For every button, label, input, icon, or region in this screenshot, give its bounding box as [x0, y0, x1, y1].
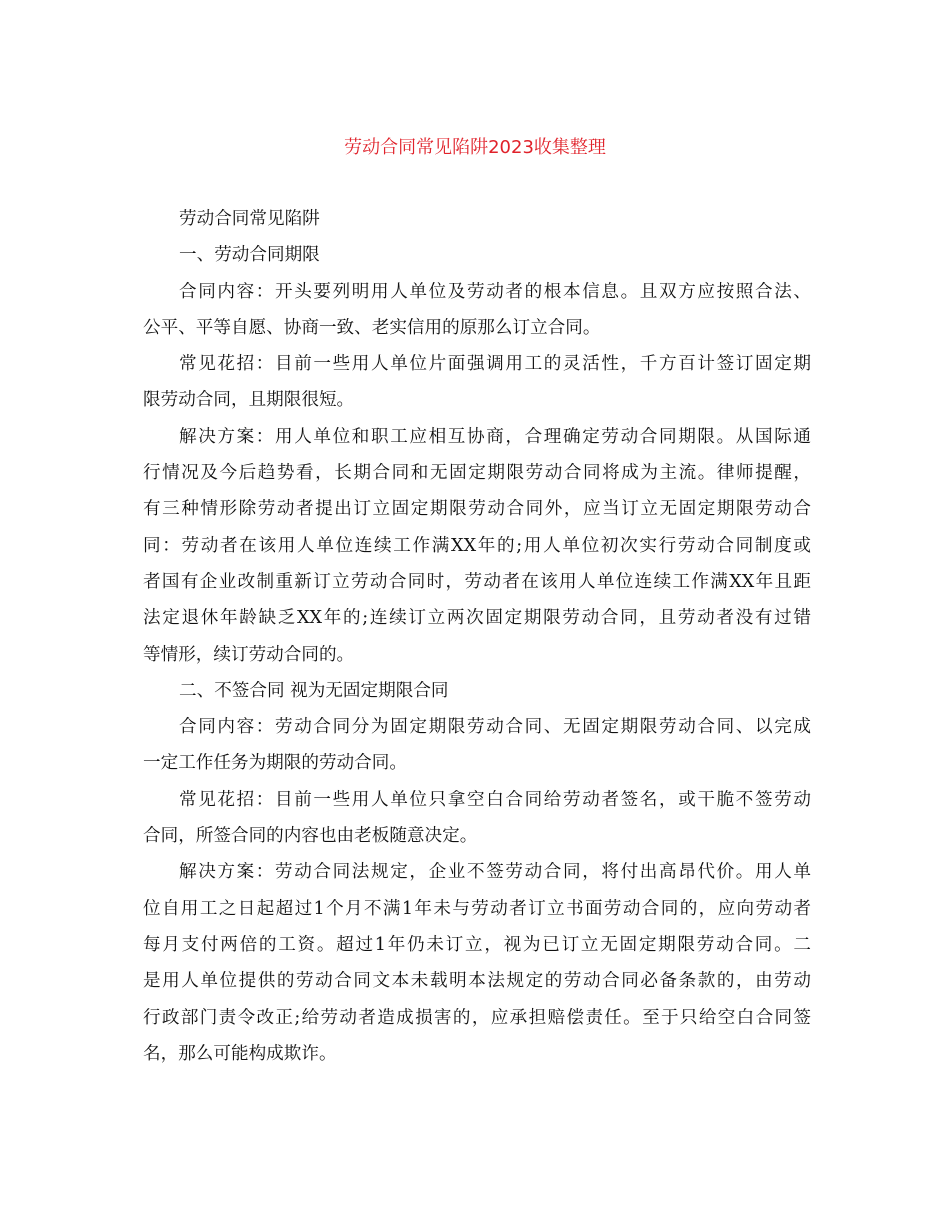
paragraph-line: 常见花招：目前一些用人单位片面强调用工的灵活性，千方百计签订固定期: [179, 354, 811, 375]
paragraph-line: 行情况及今后趋势看，长期合同和无固定期限劳动合同将成为主流。律师提醒，: [143, 463, 811, 484]
paragraph: [143, 419, 811, 673]
paragraph: [143, 673, 811, 709]
paragraph-line: 合同，所签合同的内容也由老板随意决定。: [143, 826, 478, 847]
paragraph-line: 行政部门责令改正;给劳动者造成损害的，应承担赔偿责任。至于只给空白合同签: [143, 1007, 811, 1028]
paragraph: [143, 854, 811, 1072]
paragraph-line: 法定退休年龄缺乏XX年的;连续订立两次固定期限劳动合同，且劳动者没有过错: [143, 608, 811, 629]
paragraph: [143, 709, 811, 782]
paragraph-line: 合同内容：劳动合同分为固定期限劳动合同、无固定期限劳动合同、以完成: [179, 717, 811, 738]
paragraph: [143, 237, 811, 273]
paragraph: [143, 782, 811, 855]
paragraph-line: 每月支付两倍的工资。超过1年仍未订立，视为已订立无固定期限劳动合同。二: [143, 934, 811, 955]
paragraph-line: 一、劳动合同期限: [179, 245, 320, 266]
document-body: [143, 201, 811, 1072]
paragraph-line: 二、不签合同 视为无固定期限合同: [179, 680, 449, 701]
paragraph-line: 常见花招：目前一些用人单位只拿空白合同给劳动者签名，或干脆不签劳动: [179, 789, 811, 810]
paragraph-line: 限劳动合同，且期限很短。: [143, 390, 355, 411]
paragraph: [143, 346, 811, 419]
paragraph-line: 名，那么可能构成欺诈。: [143, 1043, 337, 1064]
paragraph-line: 合同内容：开头要列明用人单位及劳动者的根本信息。且双方应按照合法、: [179, 281, 811, 302]
paragraph-line: 解决方案：用人单位和职工应相互协商，合理确定劳动合同期限。从国际通: [179, 426, 811, 447]
paragraph-line: 位自用工之日起超过1个月不满1年未与劳动者订立书面劳动合同的，应向劳动者: [143, 898, 811, 919]
paragraph-line: 有三种情形除劳动者提出订立固定期限劳动合同外，应当订立无固定期限劳动合: [143, 499, 811, 520]
paragraph-line: 公平、平等自愿、协商一致、老实信用的原那么订立合同。: [143, 317, 601, 338]
paragraph-line: 一定工作任务为期限的劳动合同。: [143, 753, 407, 774]
paragraph-line: 等情形，续订劳动合同的。: [143, 644, 355, 665]
paragraph: [143, 274, 811, 347]
document-title: 劳动合同常见陷阱2023收集整理: [344, 137, 606, 158]
paragraph: [143, 201, 811, 237]
paragraph-line: 是用人单位提供的劳动合同文本未载明本法规定的劳动合同必备条款的，由劳动: [143, 971, 811, 992]
paragraph-line: 同：劳动者在该用人单位连续工作满XX年的;用人单位初次实行劳动合同制度或: [143, 535, 811, 556]
paragraph-line: 解决方案：劳动合同法规定，企业不签劳动合同，将付出高昂代价。用人单: [179, 862, 811, 883]
paragraph-line: 者国有企业改制重新订立劳动合同时，劳动者在该用人单位连续工作满XX年且距: [143, 571, 811, 592]
paragraph-line: 劳动合同常见陷阱: [179, 209, 320, 229]
